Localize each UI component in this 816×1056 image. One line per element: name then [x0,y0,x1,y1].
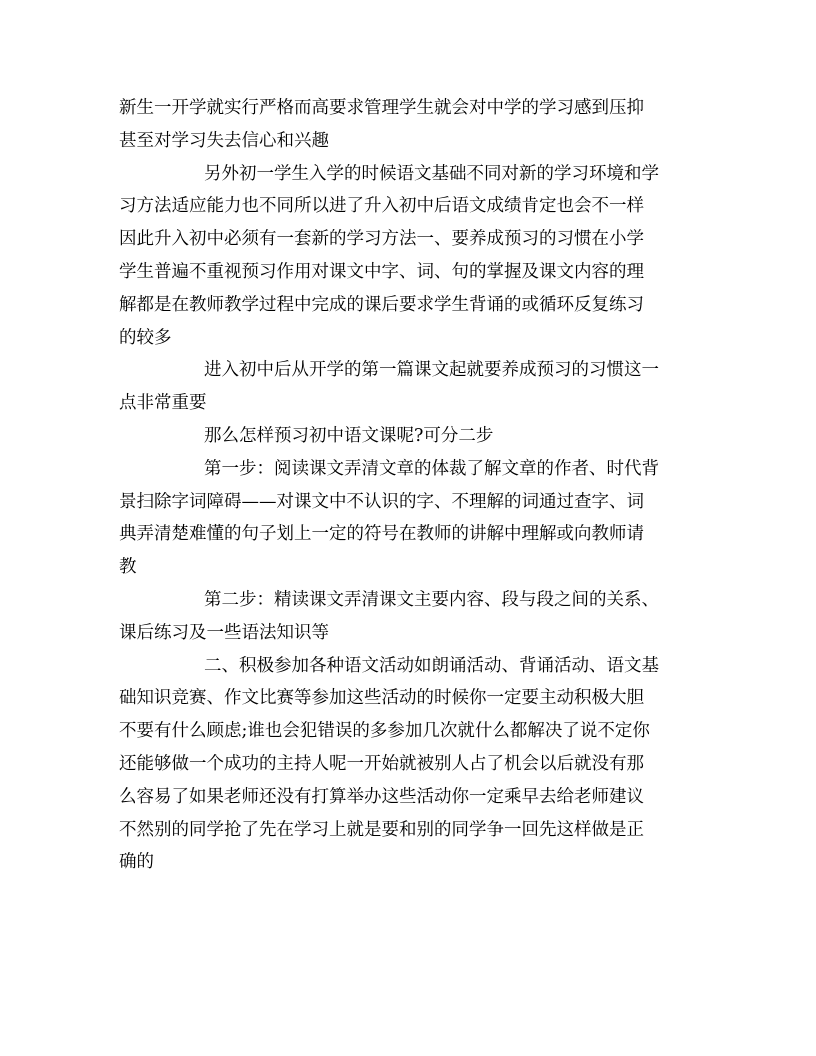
text-line: 还能够做一个成功的主持人呢一开始就被别人占了机会以后就没有那 [119,753,644,774]
text-line: 的较多 [119,327,172,348]
text-line: 二、积极参加各种语文活动如朗诵活动、背诵活动、语文基 [204,655,659,676]
text-line: 确的 [119,852,154,873]
paragraph [119,584,699,650]
paragraph [119,92,699,158]
text-line: 景扫除字词障碍——对课文中不认识的字、不理解的词通过查字、词 [119,491,644,512]
paragraph [119,420,699,453]
text-line: 那么怎样预习初中语文课呢?可分二步 [204,425,494,446]
text-line: 第二步：精读课文弄清课文主要内容、段与段之间的关系、 [204,589,659,610]
text-line: 么容易了如果老师还没有打算举办这些活动你一定乘早去给老师建议 [119,786,644,807]
text-line: 典弄清楚难懂的句子划上一定的符号在教师的讲解中理解或向教师请 [119,524,644,545]
text-line: 础知识竞赛、作文比赛等参加这些活动的时候你一定要主动积极大胆 [119,688,644,709]
text-line: 另外初一学生入学的时候语文基础不同对新的学习环境和学 [204,163,659,184]
paragraph [119,650,699,880]
text-line: 不然别的同学抢了先在学习上就是要和别的同学争一回先这样做是正 [119,819,644,840]
paragraph [119,453,699,584]
text-line: 因此升入初中必须有一套新的学习方法一、要养成预习的习惯在小学 [119,229,644,250]
body-text [119,92,699,879]
text-line: 学生普遍不重视预习作用对课文中字、词、句的掌握及课文内容的理 [119,261,644,282]
text-line: 甚至对学习失去信心和兴趣 [119,130,329,151]
text-line: 习方法适应能力也不同所以进了升入初中后语文成绩肯定也会不一样 [119,196,644,217]
text-line: 不要有什么顾虑;谁也会犯错误的多参加几次就什么都解决了说不定你 [119,721,650,742]
text-line: 教 [119,557,137,578]
text-line: 新生一开学就实行严格而高要求管理学生就会对中学的学习感到压抑 [119,98,644,118]
text-line: 第一步：阅读课文弄清文章的体裁了解文章的作者、时代背 [204,458,659,479]
text-line: 点非常重要 [119,393,207,414]
text-line: 进入初中后从开学的第一篇课文起就要养成预习的习惯这一 [204,360,659,381]
paragraph [119,158,699,355]
text-line: 解都是在教师教学过程中完成的课后要求学生背诵的或循环反复练习 [119,294,644,315]
paragraph [119,354,699,420]
text-line: 课后练习及一些语法知识等 [119,622,329,643]
